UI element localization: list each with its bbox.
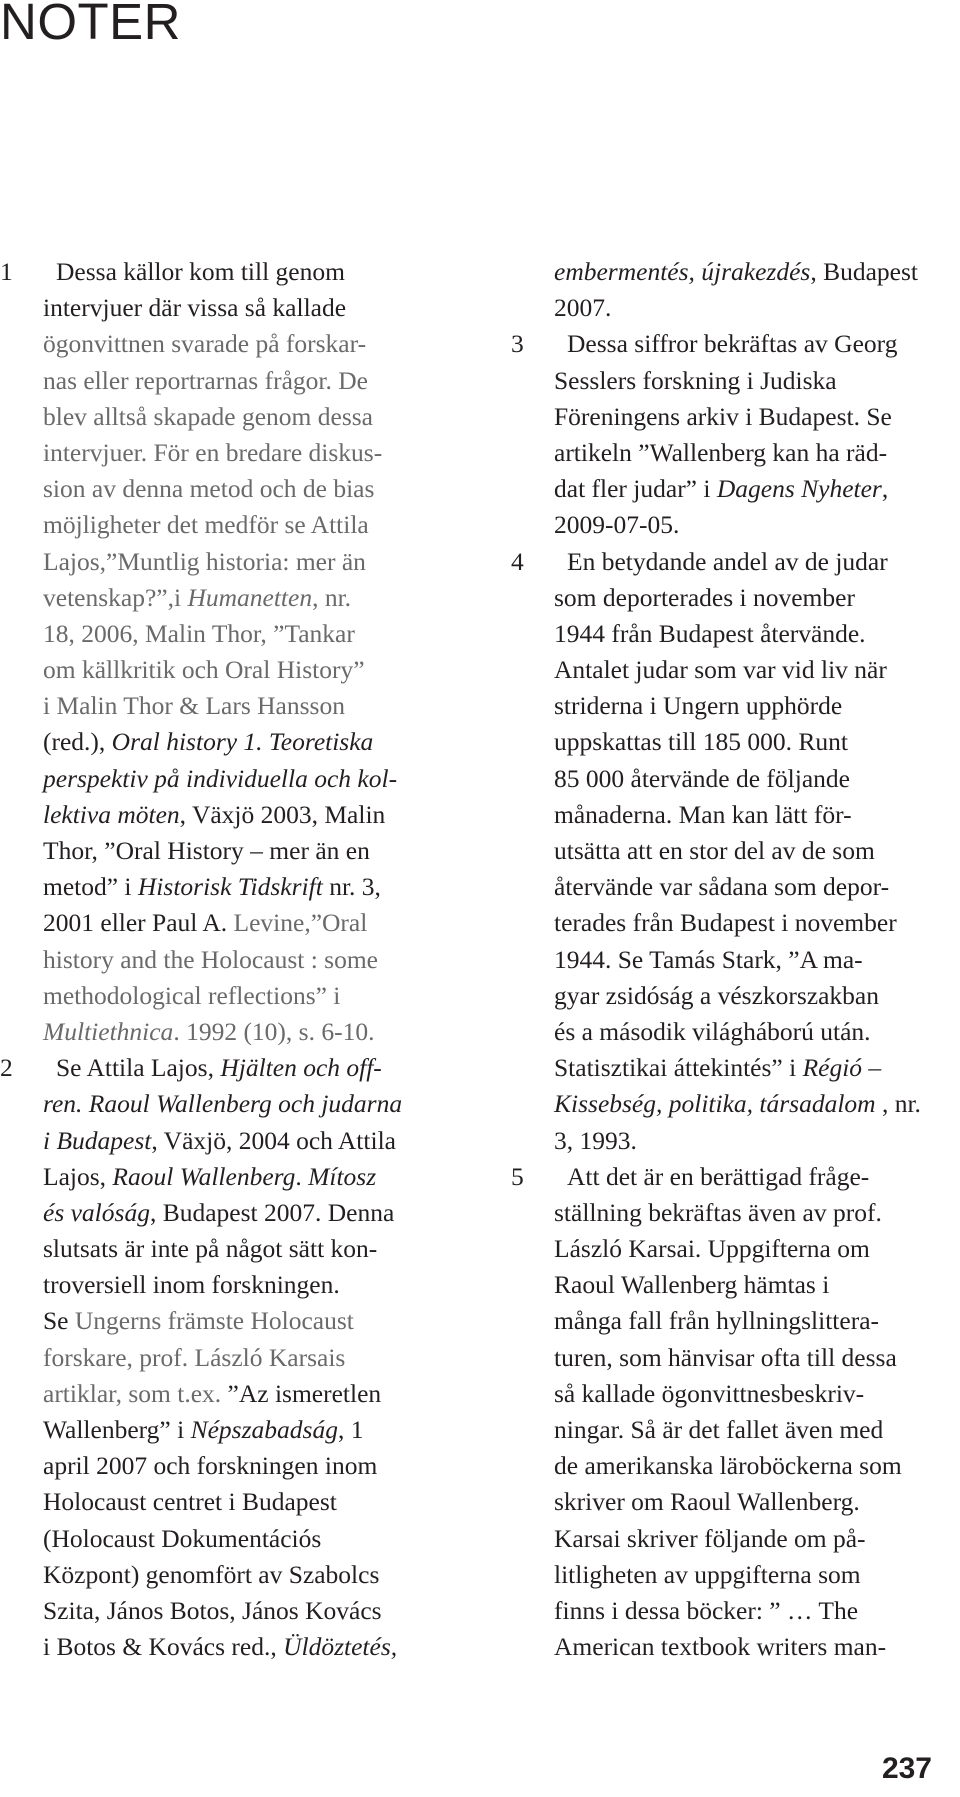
note-text: methodological reflections” i	[43, 980, 341, 1010]
note-line	[0, 1484, 470, 1520]
note-text: Népszabadság	[190, 1415, 338, 1444]
note-text: Raoul Wallenberg hämtas i	[554, 1270, 830, 1300]
note-line	[0, 544, 470, 580]
note-text: striderna i Ungern upphörde	[554, 691, 843, 721]
note-text: uppskattas till 185 000. Runt	[554, 727, 848, 757]
notes-column-right	[511, 254, 960, 1665]
note-text: Lajos,	[43, 1161, 113, 1191]
note-line	[511, 652, 960, 688]
notes-column-left	[0, 254, 470, 1665]
note-text: nr. 3,	[322, 872, 381, 902]
note-line	[0, 435, 470, 471]
note-text: Levine,”Oral	[233, 908, 368, 938]
note-text: metod” i	[43, 872, 138, 902]
note-text: Raoul Wallenberg	[112, 1161, 296, 1191]
note-text: ren. Raoul Wallenberg och judarna	[43, 1089, 403, 1119]
note-text: möjligheter det medför se Attila	[43, 510, 369, 540]
note-text: 3, 1993.	[554, 1125, 637, 1155]
note-text: utsätta att en stor del av de som	[554, 836, 875, 865]
note-line	[511, 978, 960, 1014]
note-text: Szita, János Botos, János Kovács	[43, 1595, 382, 1625]
note-text: Statisztikai áttekintés” i	[554, 1053, 803, 1083]
note-line	[511, 1086, 960, 1122]
note-line	[511, 326, 960, 362]
note-line	[511, 1340, 960, 1376]
note-text: intervjuer där vissa så kallade	[43, 293, 347, 323]
note-line	[511, 1557, 960, 1593]
note-line	[511, 1484, 960, 1520]
note-text: Wallenberg” i	[43, 1415, 191, 1444]
note-text: dat fler judar” i	[554, 474, 717, 504]
note-line	[511, 1521, 960, 1557]
note-line	[0, 290, 470, 326]
note-text: Historisk Tidskrift	[137, 872, 323, 902]
note-line	[0, 399, 470, 435]
note-line	[511, 1159, 960, 1195]
note-text: 85 000 återvände de följande	[554, 763, 850, 793]
note-line	[511, 1629, 960, 1665]
note-text: Sesslers forskning i Judiska	[554, 365, 837, 395]
note-text: litligheten av uppgifterna som	[554, 1559, 861, 1589]
note-line	[0, 1303, 470, 1339]
note-text: månaderna. Man kan lätt för-	[554, 799, 852, 829]
note-line	[511, 363, 960, 399]
note-text: ,	[881, 474, 889, 504]
note-text: sion av denna metod och de bias	[43, 474, 375, 504]
note-text: En betydande andel av de judar	[567, 546, 888, 576]
note-text: Holocaust centret i Budapest	[43, 1487, 337, 1517]
note-line	[511, 688, 960, 724]
note-text: så kallade ögonvittnesbeskriv-	[554, 1378, 865, 1408]
note-line	[0, 833, 470, 869]
note-text: gyar zsidóság a vészkorszakban	[554, 980, 880, 1010]
note-text: Dessa källor kom till genom	[56, 257, 345, 286]
note-number: 3	[511, 329, 524, 359]
note-line	[0, 326, 470, 362]
note-line	[0, 1267, 470, 1303]
note-text: april 2007 och forskningen inom	[43, 1451, 378, 1481]
note-line	[511, 290, 960, 326]
note-text: . 1992 (10), s. 6-10.	[173, 1016, 375, 1046]
note-text: skriver om Raoul Wallenberg.	[554, 1487, 860, 1517]
note-line	[0, 978, 470, 1014]
note-line	[511, 1303, 960, 1339]
note-line	[511, 905, 960, 941]
note-line	[511, 761, 960, 797]
note-text: Oral history 1. Teoretiska	[111, 727, 374, 757]
note-text: Föreningens arkiv i Budapest. Se	[554, 401, 892, 431]
note-text: i Malin Thor & Lars Hansson	[43, 691, 345, 721]
note-number: 2	[0, 1053, 13, 1083]
note-text: 2001 eller Paul A.	[43, 908, 234, 938]
note-line	[0, 616, 470, 652]
note-line	[511, 942, 960, 978]
note-text: (Holocaust Dokumentációs	[43, 1523, 322, 1553]
note-text: om källkritik och Oral History”	[43, 655, 365, 685]
note-text: artiklar, som t.ex.	[43, 1378, 228, 1408]
note-line	[511, 435, 960, 471]
note-text: artikeln ”Wallenberg kan ha räd-	[554, 437, 888, 467]
note-line	[0, 652, 470, 688]
note-line	[511, 724, 960, 760]
note-text: finns i dessa böcker: ” … The	[554, 1595, 859, 1625]
note-line	[511, 1448, 960, 1484]
note-text: i Botos & Kovács red.,	[43, 1632, 284, 1662]
note-line	[0, 1412, 470, 1448]
note-line	[0, 254, 470, 290]
note-number: 1	[0, 257, 13, 286]
note-text: vetenskap?”,i	[43, 582, 188, 612]
note-text: slutsats är inte på något sätt kon-	[43, 1234, 378, 1264]
note-line	[511, 616, 960, 652]
note-line	[0, 363, 470, 399]
note-line	[511, 1014, 960, 1050]
note-text: , Budapest	[810, 257, 919, 286]
note-line	[0, 1629, 470, 1665]
note-text: Hjälten och off-	[220, 1053, 382, 1083]
note-line	[511, 1412, 960, 1448]
note-text: som deporterades i november	[554, 582, 855, 612]
note-line	[0, 1231, 470, 1267]
note-text: Karsai skriver följande om på-	[554, 1523, 866, 1553]
page-title: NOTER	[0, 0, 181, 50]
note-line	[511, 1195, 960, 1231]
note-line	[0, 1593, 470, 1629]
note-text: embermentés, újrakezdés	[554, 257, 811, 286]
note-line	[0, 580, 470, 616]
note-line	[511, 580, 960, 616]
note-line	[511, 544, 960, 580]
note-line	[511, 399, 960, 435]
note-text: Att det är en berättigad fråge-	[567, 1161, 870, 1191]
note-text: nas eller reportrarnas frågor. De	[43, 365, 368, 395]
note-text: 18, 2006, Malin Thor, ”Tankar	[43, 618, 355, 648]
note-line	[0, 869, 470, 905]
note-text: , Växjö 2003, Malin	[179, 799, 386, 829]
note-text: , Budapest 2007. Denna	[149, 1197, 395, 1227]
note-text: Multiethnica	[43, 1016, 174, 1046]
note-line	[0, 724, 470, 760]
note-line	[0, 1557, 470, 1593]
note-text: i Budapest	[43, 1125, 152, 1155]
note-line	[511, 797, 960, 833]
note-line	[0, 688, 470, 724]
note-line	[0, 1521, 470, 1557]
note-text: intervjuer. För en bredare diskus-	[43, 437, 383, 467]
note-text: 2007.	[554, 293, 612, 323]
note-text: ställning bekräftas även av prof.	[554, 1197, 882, 1227]
note-line	[511, 254, 960, 290]
note-text: ögonvittnen svarade på forskar-	[43, 329, 367, 359]
note-text: de amerikanska läroböckerna som	[554, 1451, 902, 1481]
note-line	[511, 1376, 960, 1412]
note-text: ”Az ismeretlen	[227, 1378, 382, 1408]
note-line	[0, 1376, 470, 1412]
note-line	[0, 761, 470, 797]
note-text: troversiell inom forskningen.	[43, 1270, 340, 1300]
note-text: Dessa siffror bekräftas av Georg	[567, 329, 898, 359]
note-number: 4	[511, 546, 524, 576]
note-line	[0, 1014, 470, 1050]
note-line	[0, 1340, 470, 1376]
note-text: Dagens Nyheter	[716, 474, 882, 504]
note-line	[0, 797, 470, 833]
note-text: László Karsai. Uppgifterna om	[554, 1234, 870, 1264]
note-text: 1944 från Budapest återvände.	[554, 618, 866, 648]
note-text: Üldöztetés,	[283, 1632, 398, 1662]
note-line	[0, 1086, 470, 1122]
note-text: (red.),	[43, 727, 112, 757]
note-text: Thor, ”Oral History – mer än en	[43, 836, 370, 865]
note-text: Ungerns främste Holocaust	[74, 1306, 354, 1336]
note-line	[0, 507, 470, 543]
note-number: 5	[511, 1161, 524, 1191]
note-text: blev alltså skapade genom dessa	[43, 401, 373, 431]
note-line	[511, 1123, 960, 1159]
note-text: history and the Holocaust : some	[43, 944, 378, 974]
note-line	[511, 1050, 960, 1086]
note-line	[0, 1123, 470, 1159]
note-text: , nr.	[312, 582, 352, 612]
note-line	[511, 471, 960, 507]
note-text: Mítosz	[308, 1161, 377, 1191]
note-line	[511, 1593, 960, 1629]
note-text: lektiva möten	[43, 799, 180, 829]
note-line	[511, 1267, 960, 1303]
note-line	[511, 1231, 960, 1267]
note-line	[0, 942, 470, 978]
note-text: Régió –	[802, 1053, 882, 1083]
note-text: László Karsais	[194, 1342, 346, 1372]
note-line	[0, 1195, 470, 1231]
note-line	[0, 1159, 470, 1195]
note-text: Se Attila Lajos,	[56, 1053, 221, 1083]
note-text: turen, som hänvisar ofta till dessa	[554, 1342, 897, 1372]
note-text: Antalet judar som var vid liv när	[554, 655, 887, 685]
note-line	[0, 1448, 470, 1484]
page-number: 237	[881, 1752, 932, 1785]
note-text: perspektiv på individuella och kol-	[43, 763, 398, 793]
note-text: , nr.	[875, 1089, 921, 1119]
note-text: 1944. Se Tamás Stark, ”A ma-	[554, 944, 863, 974]
note-line	[511, 869, 960, 905]
note-text: terades från Budapest i november	[554, 908, 897, 938]
note-text: és a második világháború után.	[554, 1016, 871, 1046]
note-text: ningar. Så är det fallet även med	[554, 1415, 884, 1444]
note-line	[0, 905, 470, 941]
note-line	[0, 1050, 470, 1086]
note-text: forskare, prof.	[43, 1342, 195, 1372]
note-text: Kissebség, politika, társadalom	[554, 1089, 876, 1119]
note-text: .	[295, 1161, 309, 1191]
note-text: , Växjö, 2004 och Attila	[151, 1125, 396, 1155]
note-line	[511, 833, 960, 869]
note-text: 2009-07-05.	[554, 510, 680, 540]
note-text: Se	[43, 1306, 75, 1336]
note-line	[511, 507, 960, 543]
note-text: American textbook writers man-	[554, 1632, 887, 1662]
note-text: många fall från hyllningslittera-	[554, 1306, 880, 1336]
note-text: Központ) genomfört av Szabolcs	[43, 1559, 380, 1589]
note-text: , 1	[337, 1415, 364, 1444]
note-text: és valóság	[43, 1197, 150, 1227]
note-text: Lajos,”Muntlig historia: mer än	[43, 546, 366, 576]
note-line	[0, 471, 470, 507]
note-text: återvände var sådana som depor-	[554, 872, 890, 902]
note-text: Humanetten	[187, 582, 313, 612]
